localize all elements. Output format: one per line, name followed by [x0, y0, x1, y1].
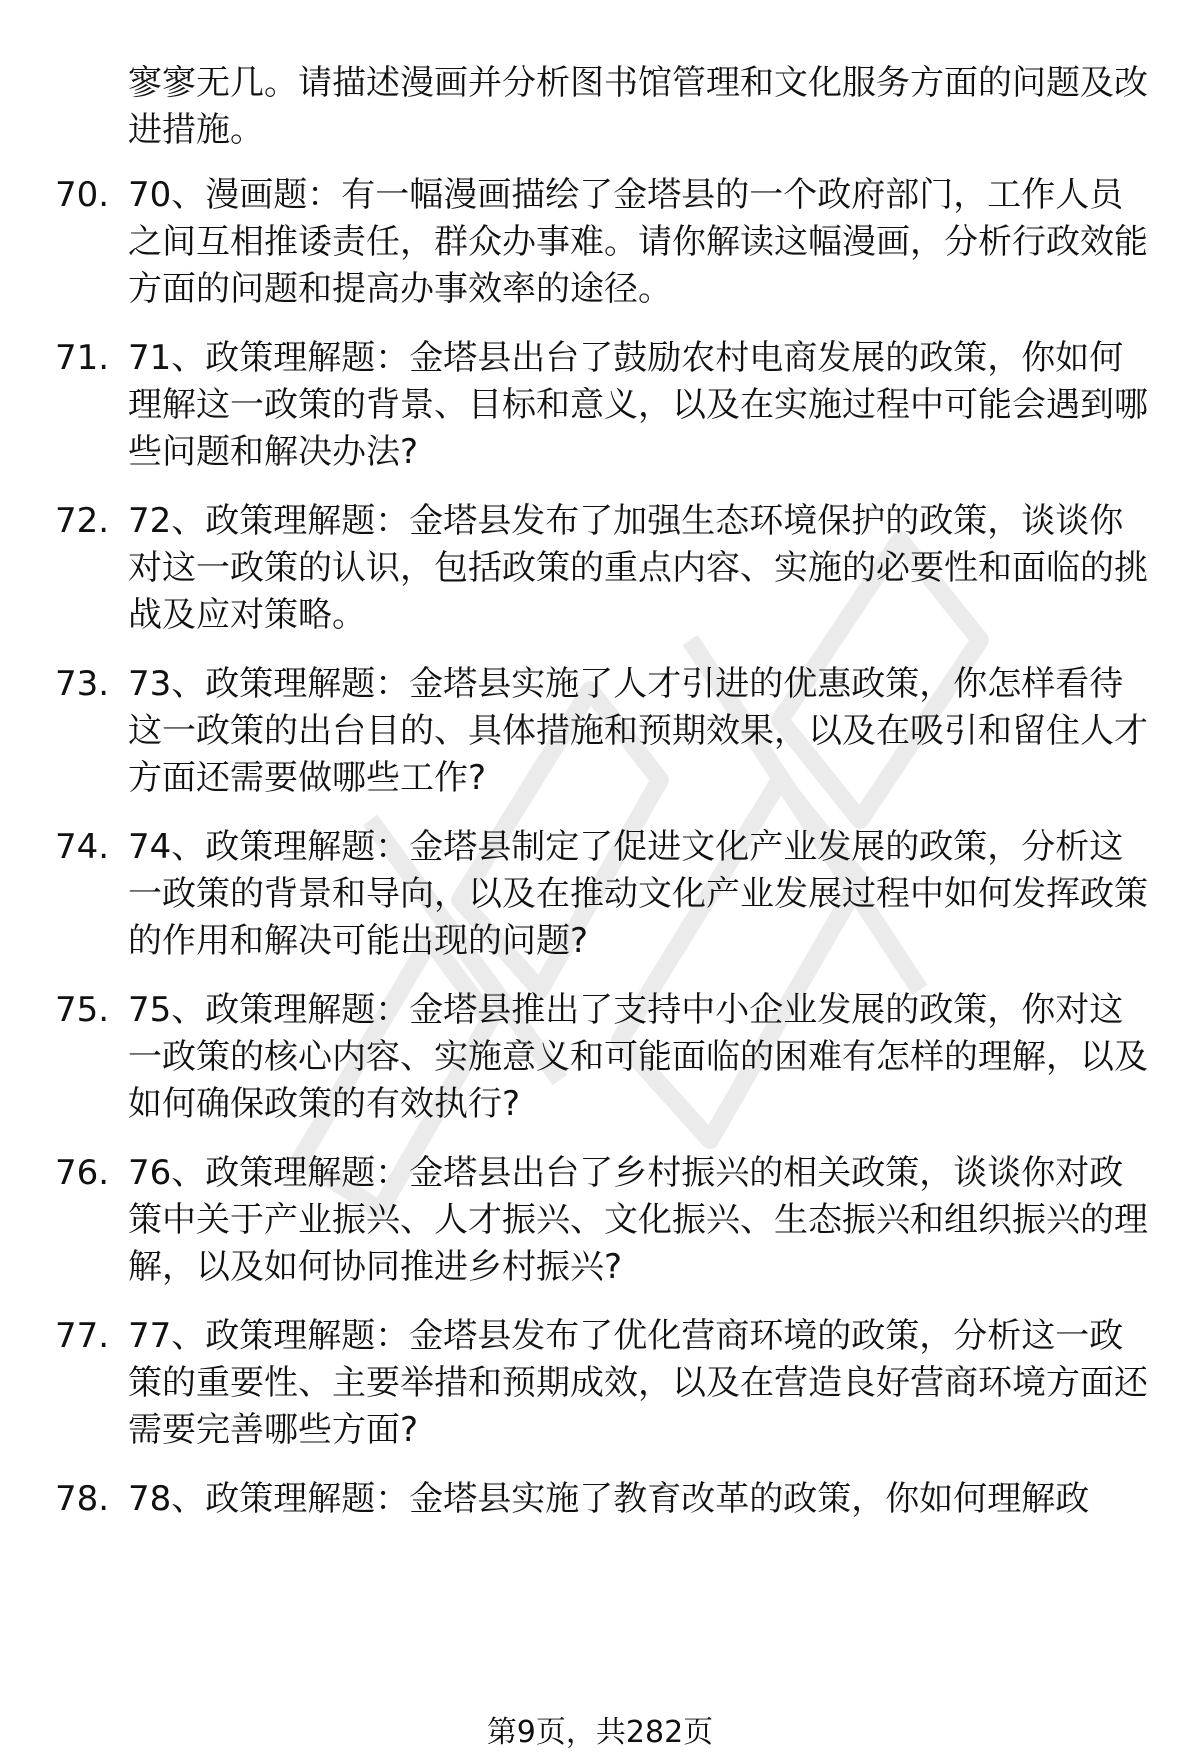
- item-text: 72、政策理解题：金塔县发布了加强生态环境保护的政策，谈谈你对这一政策的认识，包括政策的重点内容、实施的必要性和面临的挑战及应对策略。: [128, 501, 1148, 635]
- item-text: 78、政策理解题：金塔县实施了教育改革的政策，你如何理解政: [128, 1479, 1090, 1519]
- item-number: 76.: [55, 1153, 110, 1193]
- lead-text: 寥寥无几。请描述漫画并分析图书馆管理和文化服务方面的问题及改进措施。: [128, 63, 1148, 150]
- item-text: 70、漫画题：有一幅漫画描绘了金塔县的一个政府部门，工作人员之间互相推诿责任，群众办事难。请你解读这幅漫画，分析行政效能方面的问题和提高办事效率的途径。: [128, 175, 1148, 309]
- item-text: 73、政策理解题：金塔县实施了人才引进的优惠政策，你怎样看待这一政策的出台目的、具体措施和预期效果，以及在吸引和留住人才方面还需要做哪些工作?: [128, 664, 1148, 798]
- item-number: 71.: [55, 338, 110, 378]
- item-text: 77、政策理解题：金塔县发布了优化营商环境的政策，分析这一政策的重要性、主要举措和预期成效，以及在营造良好营商环境方面还需要完善哪些方面?: [128, 1316, 1148, 1450]
- item-text: 71、政策理解题：金塔县出台了鼓励农村电商发展的政策，你如何理解这一政策的背景、目标和意义，以及在实施过程中可能会遇到哪些问题和解决办法?: [128, 338, 1148, 472]
- item-number: 74.: [55, 827, 110, 867]
- item-text: 76、政策理解题：金塔县出台了乡村振兴的相关政策，谈谈你对政策中关于产业振兴、人才振兴、文化振兴、生态振兴和组织振兴的理解，以及如何协同推进乡村振兴?: [128, 1153, 1148, 1287]
- page-footer: 第9页，共282页: [486, 1715, 714, 1750]
- item-number: 70.: [55, 175, 110, 215]
- item-number: 75.: [55, 990, 110, 1030]
- item-text: 75、政策理解题：金塔县推出了支持中小企业发展的政策，你对这一政策的核心内容、实施意义和可能面临的困难有怎样的理解，以及如何确保政策的有效执行?: [128, 990, 1148, 1124]
- item-number: 78.: [55, 1479, 110, 1519]
- item-number: 72.: [55, 501, 110, 541]
- item-number: 77.: [55, 1316, 110, 1356]
- item-number: 73.: [55, 664, 110, 704]
- item-text: 74、政策理解题：金塔县制定了促进文化产业发展的政策，分析这一政策的背景和导向，以及在推动文化产业发展过程中如何发挥政策的作用和解决可能出现的问题?: [128, 827, 1148, 961]
